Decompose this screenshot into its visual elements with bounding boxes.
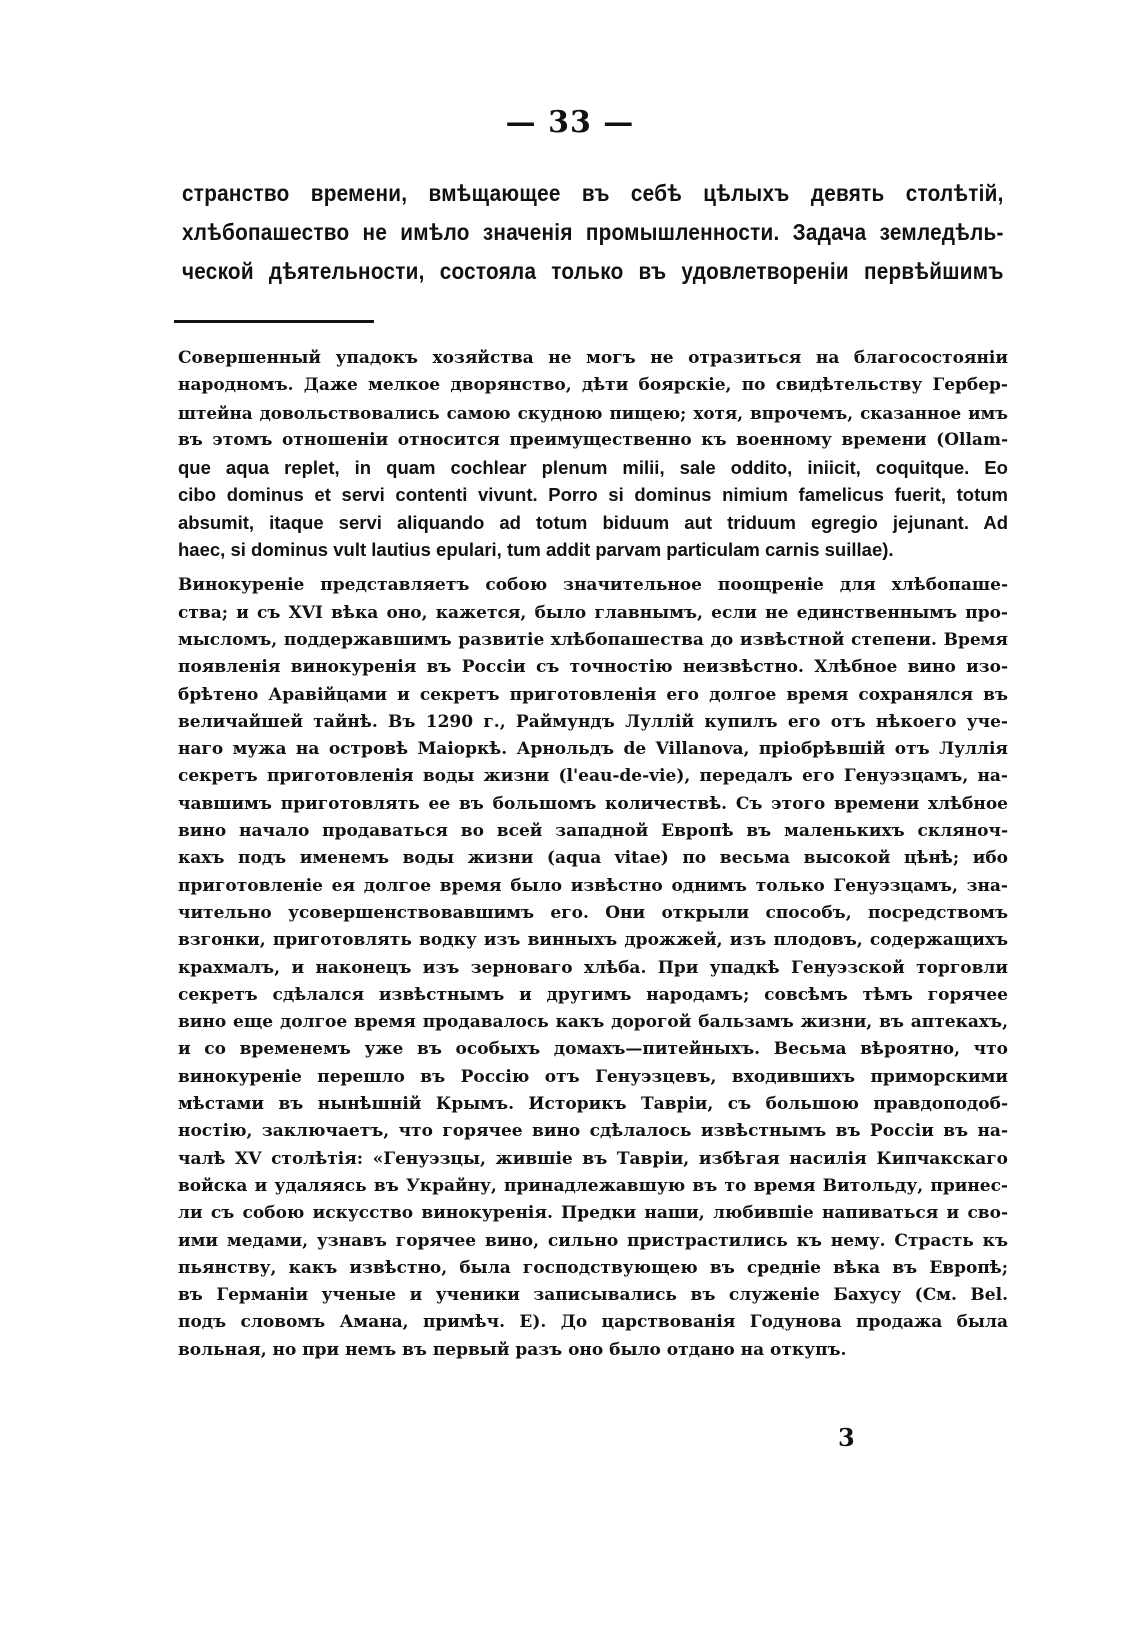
footnote-line: штейна довольствовались самою скудною пищею; хотя, впрочемъ, сказанное имъ <box>178 402 1008 423</box>
footnote-line: и со временемъ уже въ особыхъ домахъ—питейныхъ. Весьма вѣроятно, что <box>178 1039 1008 1060</box>
main-text-line: странство времени, вмѣщающее въ себѣ цѣлыхъ девять столѣтій, <box>182 180 1004 206</box>
footnote-line: брѣтено Аравійцами и секретъ приготовленія его долгое время сохранялся въ <box>178 684 1008 705</box>
footnote-line: секретъ сдѣлался извѣстнымъ и другимъ народамъ; совсѣмъ тѣмъ горячее <box>178 984 1008 1005</box>
footnote-line: Винокуреніе представляетъ собою значительное поощреніе для хлѣбопаше- <box>178 575 1008 596</box>
signature-mark: 3 <box>838 1423 855 1452</box>
footnote-line: ими медами, узнавъ горячее вино, сильно пристрастились къ нему. Страсть къ <box>178 1230 1008 1251</box>
footnotes-block <box>178 345 1008 1373</box>
footnote-line: мысломъ, поддержавшимъ развитіе хлѣбопашества до извѣстной степени. Время <box>178 629 1008 650</box>
footnote-separator-rule <box>174 320 374 323</box>
main-text-line: ческой дѣятельности, состояла только въ удовлетвореніи первѣйшимъ <box>182 258 1004 284</box>
footnote-line: пьянству, какъ извѣстно, была господствующею въ средніе вѣка въ Европѣ; <box>178 1257 1008 1278</box>
footnote-line: появленія винокуренія въ Россіи съ точностію неизвѣстно. Хлѣбное вино изо- <box>178 657 1008 678</box>
footnote-line: чавшимъ приготовлять ее въ большомъ количествѣ. Съ этого времени хлѣбное <box>178 793 1008 814</box>
main-text-line: хлѣбопашество не имѣло значенія промышленности. Задача земледѣль- <box>182 219 1004 245</box>
footnote-line: величайшей тайнѣ. Въ 1290 г., Раймундъ Луллій купилъ его отъ нѣкоего уче- <box>178 711 1008 732</box>
footnote-line: вольная, но при немъ въ первый разъ оно было отдано на откупъ. <box>178 1339 847 1360</box>
footnote-line: винокуреніе перешло въ Россію отъ Генуэзцевъ, входившихъ приморскими <box>178 1066 1008 1087</box>
footnote-line: ностію, заключаетъ, что горячее вино сдѣлалось извѣстнымъ въ Россіи въ на- <box>178 1121 1008 1142</box>
footnote-line: народномъ. Даже мелкое дворянство, дѣти боярскіе, по свидѣтельству Гербер- <box>178 375 1008 396</box>
footnote-line: взгонки, приготовлять водку изъ винныхъ дрожжей, изъ плодовъ, содержащихъ <box>178 930 1008 951</box>
footnote-line: войска и удаляясь въ Украйну, принадлежавшую въ то время Витольду, принес- <box>178 1175 1008 1196</box>
footnote-line: въ этомъ отношеніи относится преимущественно къ военному времени (Ollam- <box>178 429 1008 450</box>
footnote-line: въ Германіи ученые и ученики записывались въ служеніе Бахусу (См. Bel. <box>178 1285 1008 1306</box>
footnote-line: приготовленіе ея долгое время было извѣстно однимъ только Генуэзцамъ, зна- <box>178 875 1008 896</box>
footnote-line: вино еще долгое время продавалось какъ дорогой бальзамъ жизни, въ аптекахъ, <box>178 1012 1008 1033</box>
footnote-line: ства; и съ XVI вѣка оно, кажется, было главнымъ, если не единственнымъ про- <box>178 602 1008 623</box>
footnote-line: подъ словомъ Амана, примѣч. Е). До царствованія Годунова продажа была <box>178 1312 1008 1333</box>
footnote-1 <box>178 345 1008 563</box>
footnote-line: мѣстами въ нынѣшній Крымъ. Историкъ Тавріи, съ большою правдоподоб- <box>178 1094 1008 1115</box>
footnote-line: наго мужа на островѣ Маіоркѣ. Арнольдъ de Villanova, пріобрѣвшій отъ Луллія <box>178 739 1008 760</box>
footnote-2 <box>178 572 1008 1364</box>
footnote-line: кахъ подъ именемъ воды жизни (aqua vitae) по весьма высокой цѣнѣ; ибо <box>178 848 1008 869</box>
footnote-line-latin: que aqua replet, in quam cochlear plenum milii, sale oddito, iniicit, coquitque. Eo <box>178 457 1008 479</box>
footnote-line: вино начало продаваться во всей западной Европѣ въ маленькихъ скляноч- <box>178 821 1008 842</box>
main-text-paragraph <box>182 174 1004 291</box>
footnote-line: чалѣ XV столѣтія: «Генуэзцы, жившіе въ Тавріи, избѣгая насилія Кипчакскаго <box>178 1148 1008 1169</box>
footnote-line: секретъ приготовленія воды жизни (l'eau-de-vie), передалъ его Генуэзцамъ, на- <box>178 766 1008 787</box>
footnote-line-latin: cibo dominus et servi contenti vivunt. Porro si dominus nimium famelicus fuerit, totum <box>178 484 1008 506</box>
footnote-line: крахмалъ, и наконецъ изъ зерноваго хлѣба. При упадкѣ Генуэзской торговли <box>178 957 1008 978</box>
footnote-line: чительно усовершенствовавшимъ его. Они открыли способъ, посредствомъ <box>178 902 1008 923</box>
footnote-line: ли съ собою искусство винокуренія. Предки наши, любившіе напиваться и сво- <box>178 1203 1008 1224</box>
footnote-line: Совершенный упадокъ хозяйства не могъ не отразиться на благосостояніи <box>178 348 1008 368</box>
footnote-line-latin: absumit, itaque servi aliquando ad totum biduum aut triduum egregio jejunant. Ad <box>178 511 1008 533</box>
page-number: — 33 — <box>505 105 635 140</box>
footnote-line-latin: haec, si dominus vult lautius epulari, tum addit parvam particulam carnis suillae). <box>178 539 894 561</box>
